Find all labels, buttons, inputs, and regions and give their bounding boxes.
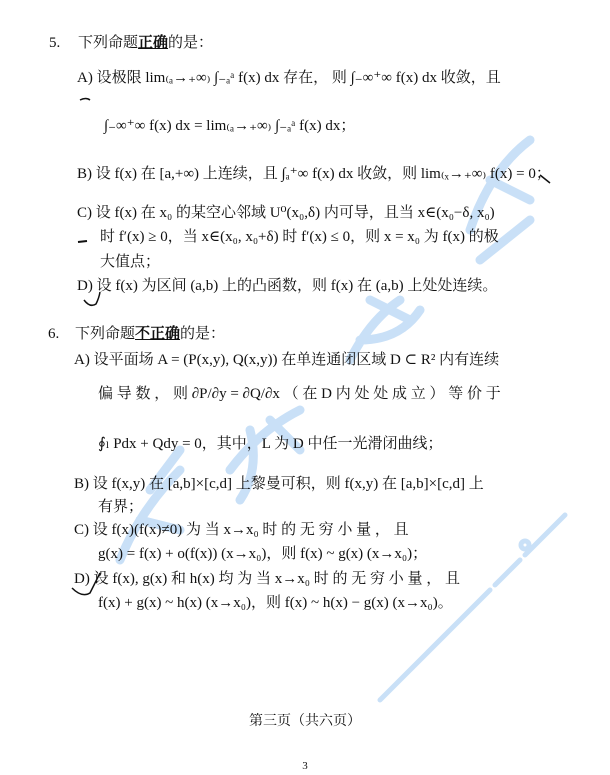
option-c-line: C) 设 f(x)(f(x)≠0) 为 当 x→x₀ 时 的 无 穷 小 量 ， 且 — [74, 522, 409, 538]
title-text: 下列命题 — [78, 35, 139, 51]
option-a-line: ∫₋∞⁺∞ f(x) dx = lim₍ₐ→₊∞₎ ∫₋ₐᵃ f(x) dx； — [104, 118, 356, 134]
option-d-line: D) 设 f(x) 为区间 (a,b) 上的凸函数，则 f(x) 在 (a,b) 上处处连续。 — [77, 278, 498, 294]
option-c-line: C) 设 f(x) 在 x₀ 的某空心邻域 U⁰(x₀,δ) 内可导，且当 x∈(x₀−δ, x₀) — [77, 205, 495, 221]
question-number: 5. — [49, 35, 61, 51]
page-number: 3 — [302, 760, 308, 772]
option-b-line: B) 设 f(x) 在 [a,+∞) 上连续，且 ∫ₐ⁺∞ f(x) dx 收敛，则 lim₍ₓ→₊∞₎ f(x) = 0； — [77, 166, 551, 182]
option-b-line: B) 设 f(x,y) 在 [a,b]×[c,d] 上黎曼可积，则 f(x,y) 在 [a,b]×[c,d] 上 — [74, 476, 484, 492]
question-number: 6. — [48, 326, 60, 342]
title-emphasis: 正确 — [138, 35, 169, 51]
option-d-line: f(x) + g(x) ~ h(x) (x→x₀)，则 f(x) ~ h(x) − g(x) (x→x₀)。 — [98, 595, 453, 611]
option-d-line: D) 设 f(x), g(x) 和 h(x) 均 为 当 x→x₀ 时 的 无 穷 小 量 ， 且 — [74, 571, 461, 587]
title-text: 的是： — [180, 326, 226, 342]
question-title — [78, 34, 213, 52]
option-c-line: 大值点； — [100, 254, 161, 270]
option-b-line: 有界； — [98, 499, 144, 515]
option-a-line: 偏 导 数 ， 则 ∂P/∂y = ∂Q/∂x （ 在 D 内 处 处 成 立 ） 等 价 于 — [98, 386, 501, 402]
page-footer: 第三页（共六页） — [249, 714, 361, 729]
title-text: 的是： — [168, 35, 214, 51]
option-a-line: A) 设极限 lim₍ₐ→₊∞₎ ∫₋ₐᵃ f(x) dx 存在， 则 ∫₋∞⁺∞ f(x) dx 收敛，且 — [77, 70, 501, 86]
option-c-line: g(x) = f(x) + o(f(x)) (x→x₀)，则 f(x) ~ g(x) (x→x₀)； — [98, 546, 428, 562]
option-c-line: 时 f′(x) ≥ 0，当 x∈(x₀, x₀+δ) 时 f′(x) ≤ 0，则 x = x₀ 为 f(x) 的极 — [100, 229, 499, 245]
option-a-line: A) 设平面场 A = (P(x,y), Q(x,y)) 在单连通闭区域 D ⊂ R² 内有连续 — [74, 352, 500, 368]
title-emphasis: 不正确 — [135, 326, 181, 342]
question-title — [75, 325, 225, 343]
option-a-line: ∮ₗ Pdx + Qdy = 0，其中，L 为 D 中任一光滑闭曲线； — [98, 436, 443, 452]
title-text: 下列命题 — [75, 326, 136, 342]
